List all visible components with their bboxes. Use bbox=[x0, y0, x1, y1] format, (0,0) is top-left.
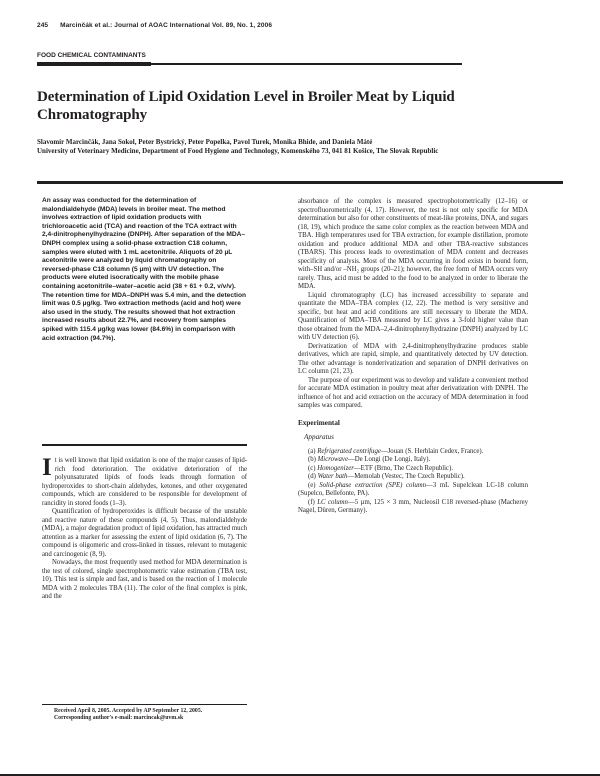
apparatus-item: (b) Microwave—De Longi (De Longi, Italy). bbox=[308, 456, 431, 463]
author-list: Slavomír Marcinčák, Jana Sokol, Peter Bystrický, Peter Popelka, Pavol Turek, Monika Bhide, and Daniela Máté bbox=[37, 138, 373, 146]
intro-paragraph-3: Nowadays, the most frequently used method for MDA determination is the test of colored, single spectrophotometric value estimation (TBA test, 10). This test is simple and fast, and is based on the reaction of 1 molecule MDA with 2 molecules TBA (11). The color of the final complex is pink, and the bbox=[42, 559, 247, 600]
page-number: 245 bbox=[37, 22, 49, 29]
body-paragraph-continued: absorbance of the complex is measured spectrophotometrically (12–16) or spectrofluorometrically (4, 17). However, the test is not only specific for MDA determination but also for other constituents of meat-like proteins, DNA, and sugars (18, 19), which produce the same color complex as the reaction between MDA and TBA. High temperatures used for TBA extraction, for example distillation, promote oxidation and produce additional MDA and other TBA-reactive substances (TBARS). This process leads to overestimation of MDA content and decreases specificity of analysis. Most of the MDA occurring in food exists in bound form, with–SH and/or –NH₂ groups (20–21); however, the free form of MDA occurs very rarely. Thus, acid must be added to the food to be analyzed in order to liberate the MDA. bbox=[298, 198, 528, 290]
section-rule-thick bbox=[37, 62, 151, 66]
intro-paragraph-1: It is well known that lipid oxidation is one of the major causes of lipid-rich food deterioration. The oxidative deterioration of the polyunsaturated lipids of foods leads through formation of hydroperoxides to short-chain aldehydes, ketones, and other oxygenated compounds, which are considered to be responsible for development of rancidity in stored foods (1–3). bbox=[42, 454, 247, 507]
journal-line: Marcinčák et al.: Journal of AOAC International Vol. 89, No. 1, 2006 bbox=[60, 22, 273, 29]
section-rule-thin bbox=[151, 63, 462, 65]
abstract: An assay was conducted for the determination of malondialdehyde (MDA) levels in broiler meat. The method involves extraction of lipid oxidation products with trichloroacetic acid (TCA) and reaction of the TCA extract with 2,4-dinitrophenylhydrazine (DNPH). After separation of the MDA–DNPH complex using a solid-phase extraction C18 column, samples were eluted with 1 mL acetonitrile. Aliquots of 20 µL acetonitrile were analyzed by liquid chromatography on reversed-phase C18 column (5 µm) with UV detection. The products were eluted isocratically with the mobile phase containing acetonitrile–water–acetic acid (38 + 61 + 0.2, v/v/v). The retention time for MDA–DNPH was 5.4 min, and the detection limit was 0.5 µg/kg. Two extraction methods (acid and hot) were also used in the study. The results showed that hot extraction increased results about 22.7%, and recovery from samples spiked with 115.4 µg/kg was lower (84.6%) in comparison with acid extraction (94.7%). bbox=[42, 197, 247, 342]
apparatus-item: (d) Water bath—Memolab (Vestec, The Czech Republic). bbox=[308, 473, 465, 480]
apparatus-item: (c) Homogenizer—ETF (Brno, The Czech Republic). bbox=[308, 464, 454, 472]
abstract-divider bbox=[42, 444, 247, 446]
apparatus-item: (e) Solid-phase extraction (SPE) column—3 mL Supelclean LC-18 column (Supelco, Bellefonte, PA). bbox=[298, 481, 528, 497]
apparatus-item: (f) LC column—5 µm, 125 × 3 mm, Nucleosil C18 reversed-phase (Macherey Nagel, Düren, Germany). bbox=[298, 498, 528, 514]
corresponding-author-note: Corresponding author's e-mail: marcincak@uvm.sk bbox=[54, 715, 184, 722]
body-paragraph-derivatization: Derivatization of MDA with 2,4-dinitrophenylhydrazine produces stable derivatives, which are rapid, simple, and quantitatively detected by UV detection. The other advantage is nonderivatization and separation of DNPH derivatives on LC column (21, 23). bbox=[298, 342, 528, 375]
body-paragraph-purpose: The purpose of our experiment was to develop and validate a convenient method for accurate MDA estimation in poultry meat after derivatization with DNPH. The influence of hot and acid extraction on the accuracy of MDA determination in food samples was compared. bbox=[298, 376, 528, 409]
footnotes bbox=[54, 708, 254, 723]
header-divider bbox=[37, 181, 563, 184]
received-note: Received April 8, 2005. Accepted by AP September 12, 2005. bbox=[54, 708, 203, 714]
body-paragraph-lc: Liquid chromatography (LC) has increased accessibility to separate and quantitate the MDA–TBA complex (12, 22). The method is very sensitive and specific, but heat and acid conditions are still necessary to liberate the MDA. Quantification of MDA–TBA measured by LC gives a 3-fold higher value than those obtained from the MDA–2,4-dinitrophenylhydrazine (DNPH) analyzed by LC with UV detection (6). bbox=[298, 291, 528, 341]
left-column-body bbox=[42, 454, 247, 602]
article-title: Determination of Lipid Oxidation Level in Broiler Meat by Liquid Chromatography bbox=[37, 89, 455, 123]
right-column-body bbox=[298, 198, 528, 516]
footnote-divider bbox=[42, 704, 247, 705]
affiliation: University of Veterinary Medicine, Department of Food Hygiene and Technology, Komenského 73, 041 81 Košice, The Slovak Republic bbox=[37, 147, 439, 156]
apparatus-item: (a) Refrigerated centrifuge—Jouan (S. Herblain Cedex, France). bbox=[308, 447, 484, 455]
intro-paragraph-2: Quantification of hydroperoxides is difficult because of the unstable and reactive nature of these compounds (4, 5). Thus, malondialdehyde (MDA), a major degradation product of lipid oxidation, has attracted much attention as a marker for assessing the extent of lipid oxidation (6, 7). The compound is oligomeric and cross-linked in tissues, relevant to mutagenic and carcinogenic (8, 9). bbox=[42, 508, 247, 558]
running-head bbox=[37, 22, 272, 29]
experimental-heading: Experimental bbox=[298, 418, 340, 427]
apparatus-heading: Apparatus bbox=[304, 433, 334, 441]
section-label: FOOD CHEMICAL CONTAMINANTS bbox=[37, 52, 146, 59]
author-block bbox=[37, 138, 467, 156]
drop-cap: I bbox=[42, 454, 52, 481]
